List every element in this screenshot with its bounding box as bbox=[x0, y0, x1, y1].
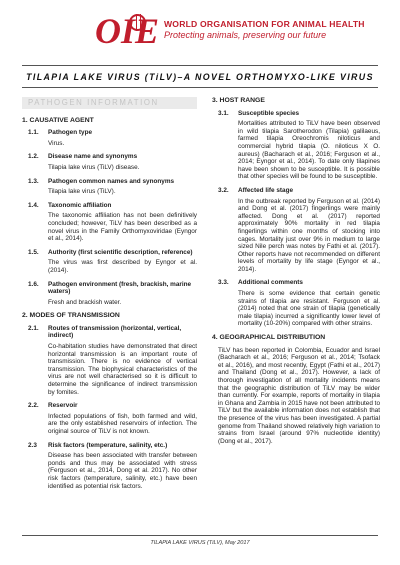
paragraph: Fresh and brackish water. bbox=[48, 298, 122, 306]
paragraph: Tilapia lake virus (TiLV) disease. bbox=[48, 163, 140, 171]
page-header bbox=[0, 0, 400, 62]
paragraph: TiLV has been reported in Colombia, Ecuador and Israel (Bacharach et al., 2016; Ferguson et al., 2014; Tsofack et al., 2016), and most recently, Egypt (Fathi et al., 2017) and Thailand (Dong et al., 2017). However, a lack of thorough investigation of all mortality incidents means that the geographic distribution of TiLV may be wider than currently. For example, reports of mortality in tilapia in Ghana and Zambia in 2015 have not been attributed to TiLV but the available information does not establish that the presence of the virus has been investigated. A partial genome from Thailand showed relatively high variation to strains from Israel (around 97% nucleotide identity) (Dong et al., 2017). bbox=[218, 346, 381, 445]
organisation-name: WORLD ORGANISATION FOR ANIMAL HEALTH bbox=[164, 19, 365, 29]
title-rule-bottom bbox=[22, 87, 378, 88]
subsection-heading: 3.2. Affected life stage bbox=[218, 186, 294, 194]
section-heading: 2. MODES OF TRANSMISSION bbox=[22, 312, 120, 320]
subsection-heading: 2.3 Risk factors (temperature, salinity, etc.) bbox=[28, 441, 168, 449]
paragraph: Mortalities attributed to TiLV have been observed in wild tilapia Sarotherodon (Tilapia) galilaeus, farmed tilapia Oreochromis niloticus and commercial hybrid tilapia (O. niloticus X O. aureus) (Bacharach et al., 2016; Ferguson et al., 2014; Eyngor et al., 2014). To date only tilapines have been shown to be susceptible. It is possible that other species will be found to be susceptible. bbox=[238, 120, 380, 181]
globe-icon bbox=[129, 14, 146, 31]
paragraph: Virus. bbox=[48, 139, 65, 147]
subsection-heading: 1.6. Pathogen environment (fresh, brackish, marine waters) bbox=[28, 280, 192, 296]
section-heading: 1. CAUSATIVE AGENT bbox=[22, 116, 94, 124]
tagline: Protecting animals, preserving our future bbox=[164, 30, 327, 40]
paragraph: The virus was first described by Eyngor et al. (2014). bbox=[48, 259, 197, 274]
paragraph: In the outbreak reported by Ferguson et al. (2014) and Dong et al. (2017) fingerlings were mainly affected. Dong et al. (2017) reported approximately 90% mortality in red tilapia fingerlings within one months of stocking into cages. Mortality just over 9% in medium to large sized Nile perch was notes by Fathi et al. (2017). Other reports have not recommended on different levels of mortality by life stage (Eyngor et al., 2014). bbox=[238, 197, 380, 273]
paragraph: The taxonomic affiliation has not been definitively concluded; however, TiLV has been described as a novel virus in the Family Orthomyxoviridae (Eyngor et al., 2014). bbox=[48, 212, 197, 243]
page-footer: TILAPIA LAKE VIRUS (TiLV), May 2017 bbox=[150, 540, 250, 546]
title-rule-top bbox=[22, 65, 378, 66]
subsection-heading: 1.1. Pathogen type bbox=[28, 129, 93, 137]
footer-rule bbox=[22, 535, 378, 536]
subsection-heading: 1.3. Pathogen common names and synonyms bbox=[28, 177, 175, 185]
section-heading: 3. HOST RANGE bbox=[212, 97, 265, 104]
paragraph: There is some evidence that certain genetic strains of tilapia are resistant. Ferguson et al. (2014) noted that one strain of tilapia (genetically male tilapia) incurred a significantly lower level of mortality (10-20%) compared with other strains. bbox=[238, 290, 380, 328]
document-title: TILAPIA LAKE VIRUS (TiLV)–A NOVEL ORTHOMYXO-LIKE VIRUS bbox=[26, 72, 374, 82]
right-column bbox=[212, 97, 380, 451]
subsection-heading: 3.1. Susceptible species bbox=[218, 109, 300, 117]
section-heading: 4. GEOGRAPHICAL DISTRIBUTION bbox=[212, 334, 326, 342]
section-banner: PATHOGEN INFORMATION bbox=[22, 97, 197, 109]
oie-logo: OIE bbox=[95, 11, 160, 51]
subsection-heading: 2.1. Routes of transmission (horizontal, vertical, indirect) bbox=[28, 324, 182, 340]
subsection-heading: 1.5. Authority (first scientific description, reference) bbox=[28, 248, 193, 256]
subsection-heading: 2.2. Reservoir bbox=[28, 402, 78, 410]
subsection-heading: 1.4. Taxonomic affiliation bbox=[28, 201, 112, 209]
paragraph: Tilapia lake virus (TiLV). bbox=[48, 188, 116, 196]
paragraph: Disease has been associated with transfer between ponds and thus may be associated with stress (Ferguson et al., 2014, Dong et al. 2017). No other risk factors (temperature, salinity, etc.) have been identified as potential risk factors. bbox=[48, 452, 197, 490]
paragraph: Co-habitation studies have demonstrated that direct horizontal transmission is an important route of transmission. There is no evidence of vertical transmission. The biophysical characteristics of the virus are not well characterised so it is difficult to determine the significance of indirect transmission by fomites. bbox=[48, 343, 197, 396]
paragraph: Infected populations of fish, both farmed and wild, are the only established reservoirs of infection. The original source of TiLV is not known. bbox=[48, 412, 197, 435]
subsection-heading: 1.2. Disease name and synonyms bbox=[28, 153, 138, 161]
subsection-heading: 3.3. Additional comments bbox=[218, 279, 303, 287]
left-column bbox=[22, 97, 197, 496]
